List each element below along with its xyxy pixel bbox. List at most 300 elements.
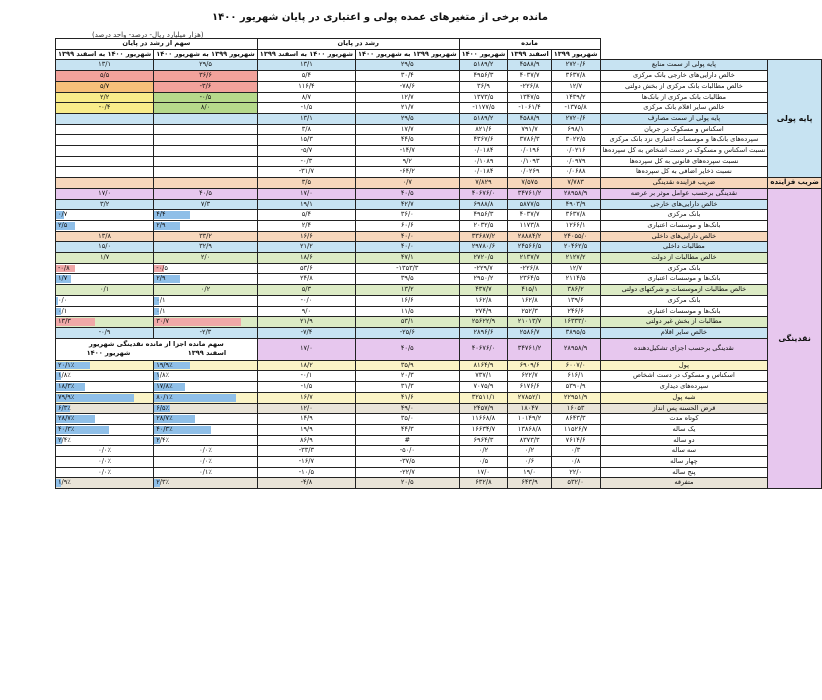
row-label: خالص سایر اقلام بانک مرکزی xyxy=(600,103,768,114)
table-cell: -۲۵/۶ xyxy=(356,327,460,338)
table-cell: ۵/۳ xyxy=(257,285,355,296)
table-cell: ۵۱۸۹/۲ xyxy=(459,60,508,71)
liquidity-share-header xyxy=(56,338,258,360)
table-row xyxy=(56,414,822,425)
table-cell xyxy=(154,317,258,328)
table-row xyxy=(56,285,822,296)
table-row xyxy=(56,220,822,231)
row-label: سپرده‌های دیداری xyxy=(600,382,768,393)
row-label: اسکناس و مسکوک در دست اشخاص xyxy=(600,371,768,382)
table-cell: ۱۲۶۶/۱ xyxy=(551,220,600,231)
table-cell: ۱۵/۳ xyxy=(257,135,355,146)
table-row xyxy=(56,424,822,435)
share-value: ۱۹/۹٪ xyxy=(156,360,173,369)
row-label: پنج ساله xyxy=(600,467,768,478)
table-cell: ۸۱۶۴/۹ xyxy=(459,360,508,371)
table-cell: ۱۳/۸ xyxy=(56,231,154,242)
table-cell: ۱۲/۷ xyxy=(551,81,600,92)
table-cell: ۹/۰ xyxy=(257,306,355,317)
table-row xyxy=(56,274,822,285)
table-cell: ۴۹۰۳/۹ xyxy=(551,199,600,210)
row-label: سه ساله xyxy=(600,446,768,457)
share-value: ۷۹/۹٪ xyxy=(58,392,75,401)
table-cell: ۱۸/۲ xyxy=(257,360,355,371)
table-cell: -۳۷/۵ xyxy=(356,457,460,468)
table-row xyxy=(56,467,822,478)
table-cell: ۲۷۲۰/۵ xyxy=(459,253,508,264)
table-cell: ۶۹۶۴/۳ xyxy=(459,435,508,446)
share-value: ۲/۹ xyxy=(156,220,166,229)
share-value: ۱/۸٪ xyxy=(58,371,71,380)
table-cell: ۴۹۵۶/۳ xyxy=(459,71,508,82)
table-cell: ۳۸۶/۲ xyxy=(551,285,600,296)
share-value: ۲/۳٪ xyxy=(156,478,170,487)
table-cell: ۴۰۶۷۶/۰ xyxy=(459,188,508,199)
row-label: چهار ساله xyxy=(600,457,768,468)
table-cell: ۳۰۲۲/۵ xyxy=(551,135,600,146)
table-cell: ۳۳۶۸۷/۲ xyxy=(459,231,508,242)
table-row xyxy=(56,103,822,114)
row-label: مطالبات از بخش غیر دولتی xyxy=(600,317,768,328)
share-1400-header: شهریور ۱۴۰۰ به اسفند ۱۳۹۹ xyxy=(56,49,154,60)
col-shahrivar-1400: شهریور ۱۴۰۰ xyxy=(459,49,508,60)
table-cell: ۱۶۲/۸ xyxy=(459,295,508,306)
table-cell: ۷۰۷۵/۹ xyxy=(459,382,508,393)
table-cell: ۲۹۵۰/۲ xyxy=(459,274,508,285)
table-cell: ۳/۵ xyxy=(257,178,355,189)
table-cell: ۲۹/۵ xyxy=(154,60,258,71)
table-cell: ۲۰۳۲/۵ xyxy=(459,220,508,231)
table-cell xyxy=(56,274,154,285)
table-cell xyxy=(154,135,258,146)
row-label: نقدینگی برحسب عوامل موثر بر عرضه xyxy=(600,188,768,199)
table-cell: ۴۰۳۷/۷ xyxy=(508,71,551,82)
table-cell: ۴۰/۵ xyxy=(356,188,460,199)
table-cell: -۳۱/۷ xyxy=(257,167,355,178)
table-cell: ۴۳۶۷/۶ xyxy=(459,135,508,146)
table-row xyxy=(56,338,822,360)
data-table xyxy=(55,38,822,489)
share-1399-header: شهریور ۱۳۹۹ به شهریور ۱۴۰۰ xyxy=(154,49,258,60)
row-label: مطالبات بانک مرکزی از بانک‌ها xyxy=(600,92,768,103)
table-cell: ۱۹/۹ xyxy=(257,424,355,435)
table-cell: ۱۳/۱ xyxy=(257,113,355,124)
table-cell: ۷۳۷/۱ xyxy=(459,371,508,382)
table-row xyxy=(56,167,822,178)
table-cell: ۴۰۶۷۶/۰ xyxy=(459,338,508,360)
table-cell xyxy=(56,167,154,178)
table-cell: ۲۵۶۲۲/۹ xyxy=(459,317,508,328)
table-cell: ۴۱/۶ xyxy=(356,392,460,403)
table-cell: ۱۷/۰ xyxy=(257,188,355,199)
table-cell: ۴۹۵۶/۳ xyxy=(459,210,508,221)
table-cell: ۲۳۶۴/۵ xyxy=(508,274,551,285)
table-cell: ۶۰/۶ xyxy=(356,220,460,231)
table-cell: -۷۸/۶ xyxy=(356,81,460,92)
growth-1400-header: شهریور ۱۴۰۰ به اسفند ۱۳۹۹ xyxy=(257,49,355,60)
table-cell: -۳۳/۳ xyxy=(257,446,355,457)
table-cell: -۱۱۷۷/۵ xyxy=(459,103,508,114)
table-cell: ۰/۶ xyxy=(508,457,551,468)
table-cell: -۶۴/۲ xyxy=(356,167,460,178)
table-cell: ۲۲/۰ xyxy=(551,467,600,478)
table-cell: ۱۱۵۲۶/۷ xyxy=(551,424,600,435)
table-row xyxy=(56,188,822,199)
table-cell: ۱۰۱۴۹/۲ xyxy=(508,414,551,425)
table-cell xyxy=(56,263,154,274)
table-cell: ۱۶۳۳۳/۰ xyxy=(551,317,600,328)
table-cell xyxy=(56,124,154,135)
row-label: خالص سایر اقلام xyxy=(600,327,768,338)
table-cell: ۲۱۰۱۳/۷ xyxy=(508,317,551,328)
table-cell: ۱۴/۹ xyxy=(257,414,355,425)
table-cell: -۰/۱ xyxy=(257,371,355,382)
table-cell: ۲۰/۵ xyxy=(356,478,460,489)
share-value: ۲۸/۷٪ xyxy=(156,414,173,423)
table-cell: ۲۱/۹ xyxy=(257,317,355,328)
table-cell xyxy=(154,371,258,382)
table-cell xyxy=(56,210,154,221)
table-cell: ۳۴۷۶۱/۲ xyxy=(508,188,551,199)
table-row xyxy=(56,253,822,264)
table-cell: ۸۲۱/۶ xyxy=(459,124,508,135)
share-value: -۰/۵ xyxy=(156,263,168,272)
liquidity-share-subheader xyxy=(58,349,255,358)
share-value: ۲۰/۱٪ xyxy=(58,360,75,369)
table-cell: ۲۷۲۰/۶ xyxy=(551,60,600,71)
row-label: نقدینگی برحسب اجزای تشکیل‌دهنده xyxy=(600,338,768,360)
table-row xyxy=(56,242,822,253)
share-value: ۱/۹٪ xyxy=(58,478,71,487)
table-cell: ۱۹/۱ xyxy=(257,199,355,210)
share-value: -۰/۸ xyxy=(58,263,70,272)
table-row xyxy=(56,446,822,457)
table-cell xyxy=(154,414,258,425)
table-cell: ۲۵۲/۳ xyxy=(508,306,551,317)
row-label: بانک مرکزی xyxy=(600,263,768,274)
growth-header: رشد در پایان xyxy=(257,39,459,50)
table-row xyxy=(56,392,822,403)
share-header: سهم از رشد در پایان xyxy=(56,39,258,50)
balance-header: مانده xyxy=(459,39,600,50)
table-cell xyxy=(154,392,258,403)
table-cell: ۸۶/۹ xyxy=(257,435,355,446)
share-value: ۰/۱ xyxy=(156,306,166,315)
table-row xyxy=(56,113,822,124)
table-cell: ۴۴/۳ xyxy=(356,424,460,435)
share-value: ۱۸/۳٪ xyxy=(58,382,75,391)
row-label: سپرده‌های بانک‌ها و موسسات اعتباری نزد بانک مرکزی xyxy=(600,135,768,146)
row-label: بانک‌ها و موسسات اعتباری xyxy=(600,220,768,231)
table-cell: ۱۷/۰ xyxy=(56,188,154,199)
table-cell: ۴۰۳۷/۷ xyxy=(508,210,551,221)
table-cell: ۷۹۱/۷ xyxy=(508,124,551,135)
share-value: ۲/۹ xyxy=(156,274,166,283)
table-cell: -۰/۵ xyxy=(154,92,258,103)
row-label: خالص دارایی‌های داخلی xyxy=(600,231,768,242)
row-label: نسبت اسکناس و مسکوک در دست اشخاص به کل سپرده‌ها xyxy=(600,146,768,157)
table-cell: ۱۷/۷ xyxy=(356,124,460,135)
table-row xyxy=(56,60,822,71)
table-cell: ۱۶/۷ xyxy=(257,392,355,403)
page-title: مانده برخی از متغیرهای عمده پولی و اعتباری در پایان شهریور ۱۴۰۰ xyxy=(212,12,548,23)
row-label: کوتاه مدت xyxy=(600,414,768,425)
share-value: ۳۰/۷ xyxy=(156,317,170,326)
table-cell: ۰/۰٪ xyxy=(154,446,258,457)
table-cell: -۲۲۶/۸ xyxy=(508,263,551,274)
table-cell: ۳۰/۴ xyxy=(356,71,460,82)
table-cell xyxy=(56,317,154,328)
table-cell: ۳/۸ xyxy=(257,124,355,135)
table-cell: ۰/۰۶۸۸ xyxy=(551,167,600,178)
share-value: ۰/۱ xyxy=(156,295,166,304)
table-cell: ۲/۰ xyxy=(154,253,258,264)
table-cell xyxy=(56,392,154,403)
table-row xyxy=(56,295,822,306)
table-cell: ۰/۸ xyxy=(551,457,600,468)
table-cell: ۲۱۳۷/۷ xyxy=(508,253,551,264)
share-value: ۱/۸٪ xyxy=(156,371,170,380)
table-cell: ۰/۳ xyxy=(551,446,600,457)
table-cell xyxy=(154,478,258,489)
table-cell: ۰/۰۱۸۴ xyxy=(459,146,508,157)
table-cell: -۱۰۶۱/۴ xyxy=(508,103,551,114)
table-cell: ۲۱/۷ xyxy=(356,103,460,114)
table-cell xyxy=(154,124,258,135)
table-cell: # xyxy=(356,435,460,446)
col-esfand-1399: اسفند ۱۳۹۹ xyxy=(508,49,551,60)
share-value: ۴۰/۳٪ xyxy=(58,424,75,433)
row-label: پول xyxy=(600,360,768,371)
table-cell: ۱۶/۶ xyxy=(257,231,355,242)
table-row xyxy=(56,457,822,468)
table-cell: -۱۴/۷ xyxy=(356,146,460,157)
row-label: متفرقه xyxy=(600,478,768,489)
table-row xyxy=(56,92,822,103)
table-cell: ۰/۰۱۸۴ xyxy=(459,167,508,178)
table-cell xyxy=(56,113,154,124)
table-cell: ۷/۸۲۹ xyxy=(459,178,508,189)
table-row xyxy=(56,210,822,221)
table-cell: ۰/۱ xyxy=(56,285,154,296)
table-cell: ۴۷/۱ xyxy=(356,253,460,264)
table-row xyxy=(56,478,822,489)
table-cell: ۱۳/۲ xyxy=(356,285,460,296)
table-cell: ۲۰/۳ xyxy=(356,371,460,382)
table-cell: ۷/۷۸۳ xyxy=(551,178,600,189)
table-cell: ۲۸۹۵۸/۹ xyxy=(551,188,600,199)
row-label: پایه پولی از سمت منابع xyxy=(600,60,768,71)
table-cell: ۱۴۳۹/۲ xyxy=(551,92,600,103)
table-cell: ۳۲/۹ xyxy=(154,242,258,253)
table-cell: ۵۳۲/۰ xyxy=(551,478,600,489)
table-cell: ۱۶/۶ xyxy=(356,295,460,306)
table-cell: ۲۷۸۵۲/۱ xyxy=(508,392,551,403)
table-cell: ۶۱۷۶/۶ xyxy=(508,382,551,393)
table-cell: ۴۰/۵ xyxy=(154,188,258,199)
table-cell: ۰/۰٪ xyxy=(56,446,154,457)
table-cell: ۲۸۸۸۴/۲ xyxy=(508,231,551,242)
table-row xyxy=(56,178,822,189)
table-cell: ۴۰/۰ xyxy=(356,242,460,253)
share-value: ۶/۵٪ xyxy=(156,403,170,412)
table-cell: ۶۴۳/۹ xyxy=(508,478,551,489)
share-value: ۶/۳٪ xyxy=(58,403,71,412)
share-value: ۰/۱ xyxy=(58,306,68,315)
table-cell: -۲۲۶/۸ xyxy=(508,81,551,92)
table-cell: -۰/۹ xyxy=(56,327,154,338)
table-cell: ۲۸۹۵۸/۹ xyxy=(551,338,600,360)
table-row xyxy=(56,231,822,242)
row-label: پایه پولی از سمت مصارف xyxy=(600,113,768,124)
table-cell: ۷۶۱۴/۶ xyxy=(551,435,600,446)
table-cell: ۳۴۷۶۱/۲ xyxy=(508,338,551,360)
table-cell: ۴۰/۰ xyxy=(356,231,460,242)
table-cell: ۶۰۰۷/۰ xyxy=(551,360,600,371)
table-cell xyxy=(154,382,258,393)
table-cell: ۱۲/۷ xyxy=(356,92,460,103)
row-label: خالص مطالبات از دولت xyxy=(600,253,768,264)
table-cell: ۳۶/۹ xyxy=(459,81,508,92)
table-cell: ۲۹/۵ xyxy=(356,113,460,124)
table-cell: ۴۴/۵ xyxy=(356,135,460,146)
table-cell: ۲۴۰۵۵/۰ xyxy=(551,231,600,242)
table-cell xyxy=(56,156,154,167)
table-cell: ۳۶/۶ xyxy=(154,71,258,82)
table-cell xyxy=(56,424,154,435)
table-cell: ۳۸۹۵/۵ xyxy=(551,327,600,338)
table-cell: -۱۶/۷ xyxy=(257,457,355,468)
table-cell: ۱۶۲/۸ xyxy=(508,295,551,306)
table-cell: -۳/۶ xyxy=(154,81,258,92)
table-cell: ۳۲۵۱۱/۱ xyxy=(459,392,508,403)
row-label: مطالبات داخلی xyxy=(600,242,768,253)
group-liquidity: نقدینگی xyxy=(768,188,822,488)
table-cell: -۰/۰ xyxy=(257,295,355,306)
table-row xyxy=(56,327,822,338)
table-cell: ۲۸۹۶/۶ xyxy=(459,327,508,338)
share-value: ۴/۴ xyxy=(156,210,166,219)
row-label: خالص دارایی‌های خارجی بانک مرکزی xyxy=(600,71,768,82)
table-cell: ۲۰۴۶۲/۵ xyxy=(551,242,600,253)
table-cell: ۳۶/۰ xyxy=(356,210,460,221)
table-cell: ۵۳۹۰/۹ xyxy=(551,382,600,393)
table-cell xyxy=(154,274,258,285)
table-cell: ۱۸۰۴۷ xyxy=(508,403,551,414)
table-row xyxy=(56,135,822,146)
table-cell: ۳۷۸۶/۳ xyxy=(508,135,551,146)
table-cell: ۱۳/۱ xyxy=(257,60,355,71)
table-cell xyxy=(154,156,258,167)
table-cell: -۰/۴ xyxy=(56,103,154,114)
table-row xyxy=(56,371,822,382)
table-cell: ۰/۰٪ xyxy=(56,457,154,468)
table-cell xyxy=(154,220,258,231)
table-row xyxy=(56,403,822,414)
table-cell xyxy=(154,146,258,157)
table-cell xyxy=(56,435,154,446)
table-cell: ۲۴۵۶۶/۵ xyxy=(508,242,551,253)
table-cell: ۸/۰ xyxy=(154,103,258,114)
table-cell: ۰/۰۹۷۹ xyxy=(551,156,600,167)
row-label: نسبت سپرده‌های قانونی به کل سپرده‌ها xyxy=(600,156,768,167)
table-row xyxy=(56,124,822,135)
table-cell: ۲۲۹۵۱/۹ xyxy=(551,392,600,403)
table-cell: ۲۴/۸ xyxy=(257,274,355,285)
table-cell: ۲۴۶/۶ xyxy=(551,306,600,317)
table-cell: ۰/۱٪ xyxy=(154,467,258,478)
table-row xyxy=(56,382,822,393)
table-cell xyxy=(56,178,154,189)
table-cell: ۳۶۳۷/۸ xyxy=(551,71,600,82)
row-label: اسکناس و مسکوک در جریان xyxy=(600,124,768,135)
table-cell xyxy=(56,360,154,371)
table-cell: -۱/۵ xyxy=(257,103,355,114)
table-cell: -۲۲۹/۷ xyxy=(459,263,508,274)
table-cell: ۱۳۹/۶ xyxy=(551,295,600,306)
table-cell: ۲/۴ xyxy=(257,220,355,231)
row-label: شبه پول xyxy=(600,392,768,403)
table-cell xyxy=(154,113,258,124)
row-label: ضریب فزاینده نقدینگی xyxy=(600,178,768,189)
table-cell: ۱۳/۱ xyxy=(56,60,154,71)
table-cell: ۳۳/۲ xyxy=(154,231,258,242)
table-row xyxy=(56,81,822,92)
growth-1399-header: شهریور ۱۳۹۹ به شهریور ۱۴۰۰ xyxy=(356,49,460,60)
share-value: ۴۰/۳٪ xyxy=(156,424,173,433)
table-row xyxy=(56,146,822,157)
table-cell: ۱/۷ xyxy=(56,253,154,264)
table-cell xyxy=(154,263,258,274)
row-label: نسبت ذخایر اضافی به کل سپرده‌ها xyxy=(600,167,768,178)
share-value: ۲۸/۷٪ xyxy=(58,414,75,423)
table-cell: ۰/۰۱۹۶ xyxy=(508,146,551,157)
table-cell: ۳۵/۰ xyxy=(356,414,460,425)
share-value: ۰/۰ xyxy=(58,295,68,304)
table-cell: ۰/۰٪ xyxy=(154,457,258,468)
table-row xyxy=(56,360,822,371)
table-cell: ۲۱/۲ xyxy=(257,242,355,253)
table-cell: -۴/۸ xyxy=(257,478,355,489)
table-cell: ۲۷۴/۹ xyxy=(459,306,508,317)
table-cell: ۷/۳ xyxy=(154,199,258,210)
table-cell xyxy=(56,220,154,231)
row-label: خالص مطالبات ازموسسات و شرکتهای دولتی xyxy=(600,285,768,296)
table-cell: ۱۲/۷ xyxy=(551,263,600,274)
table-row xyxy=(56,71,822,82)
table-cell xyxy=(154,360,258,371)
table-cell: ۱۶۶۳۴/۷ xyxy=(459,424,508,435)
table-cell: -۱۳۵۳/۳ xyxy=(356,263,460,274)
table-cell: ۶۳۲/۸ xyxy=(459,478,508,489)
row-label: دو ساله xyxy=(600,435,768,446)
table-row xyxy=(56,199,822,210)
table-cell: ۰/۲ xyxy=(154,285,258,296)
table-cell: ۶۹۸/۱ xyxy=(551,124,600,135)
share-value: ۸۰/۱٪ xyxy=(156,392,173,401)
table-cell: ۴۰/۵ xyxy=(356,338,460,360)
table-cell: ۱۳۸۶۸/۸ xyxy=(508,424,551,435)
table-cell: ۲۴۵۷/۹ xyxy=(459,403,508,414)
table-cell: ۵۳/۶ xyxy=(257,263,355,274)
table-cell: ۰/۲ xyxy=(459,446,508,457)
table-cell: ۰/۵ xyxy=(459,457,508,468)
share-value: ۲/۴٪ xyxy=(58,435,71,444)
table-cell: ۱۸/۶ xyxy=(257,253,355,264)
row-label: بانک مرکزی xyxy=(600,210,768,221)
table-row xyxy=(56,263,822,274)
table-cell xyxy=(56,135,154,146)
